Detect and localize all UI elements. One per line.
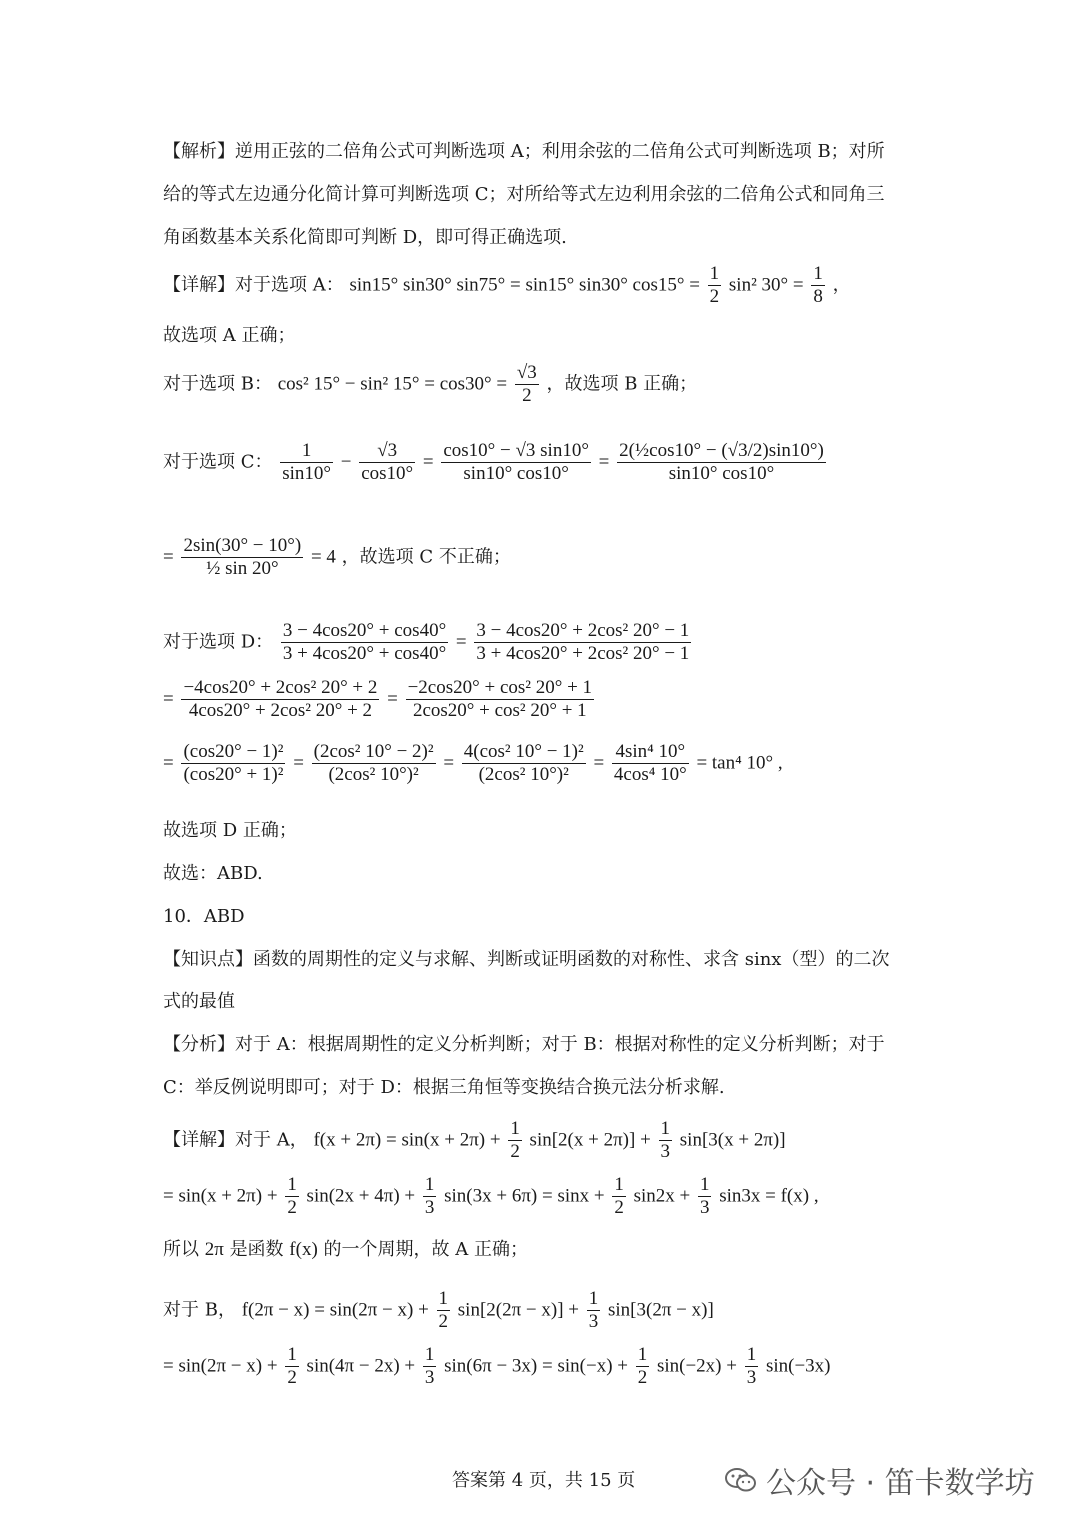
text: 对于选项 C：	[163, 451, 273, 473]
frac-num: 1	[287, 1344, 297, 1365]
text: 所以	[163, 1239, 199, 1260]
math: =	[163, 546, 174, 568]
frac-den: sin10°	[282, 462, 332, 484]
math: sin(6π − 3x) = sin(−x) +	[444, 1355, 628, 1377]
fraction	[423, 1174, 437, 1219]
frac-num: 3 − 4cos20° + cos40°	[282, 620, 447, 641]
math: = tan⁴ 10° ,	[696, 752, 783, 774]
frac-den: 3	[424, 1196, 435, 1218]
frac-den: (cos20° + 1)²	[183, 763, 284, 785]
math: =	[163, 688, 174, 710]
text: 【详解】对于选项 A：	[163, 274, 344, 296]
math: sin3x = f(x) ,	[719, 1185, 819, 1207]
math: sin[2(2π − x)] +	[457, 1299, 580, 1321]
fraction	[181, 677, 379, 722]
math: =	[422, 451, 434, 473]
final-answer: 故选：ABD.	[163, 863, 263, 884]
text: 的一个周期，故 A 正确；	[323, 1239, 528, 1260]
fraction	[698, 1174, 712, 1219]
fraction	[462, 741, 586, 786]
math: =	[593, 752, 605, 774]
frac-den: 3	[424, 1366, 435, 1388]
frac-den: 3	[746, 1366, 757, 1388]
math: sin2x +	[633, 1185, 691, 1207]
frac-num: 1	[280, 440, 333, 463]
fraction	[359, 440, 415, 485]
frac-num: 1	[660, 1118, 671, 1139]
frac-num: cos10° − √3 sin10°	[443, 440, 589, 461]
knowledge-point-line-1: 【知识点】函数的周期性的定义与求解、判断或证明函数的对称性、求含 sinx（型）的二次	[163, 949, 890, 970]
fraction	[280, 440, 333, 485]
frac-den: sin10° cos10°	[668, 462, 775, 484]
frac-den: 2	[522, 384, 532, 406]
fraction	[617, 440, 826, 485]
frac-den: 2	[287, 1366, 297, 1388]
frac-num: 1	[588, 1288, 599, 1309]
math: sin(3x + 6π) = sinx +	[444, 1185, 605, 1207]
math: =	[598, 451, 610, 473]
fraction	[285, 1344, 299, 1389]
frac-den: 2cos20° + cos² 20° + 1	[412, 699, 587, 721]
frac-num: 1	[287, 1174, 297, 1195]
fraction	[508, 1118, 522, 1163]
math: f(x)	[289, 1239, 318, 1260]
fraction	[474, 620, 691, 665]
detail-option-c-cont	[163, 535, 511, 580]
math: sin² 30° =	[728, 274, 804, 296]
fraction	[285, 1174, 299, 1219]
text: 是函数	[229, 1239, 284, 1260]
detail-10-b-cont	[163, 1344, 830, 1389]
math: f(2π − x) = sin(2π − x) +	[241, 1299, 429, 1321]
frac-den: 2	[438, 1310, 449, 1332]
math: sin(−3x)	[765, 1355, 831, 1377]
frac-num: 1	[424, 1174, 435, 1195]
detail-10-a-cont	[163, 1174, 819, 1219]
analysis-line-1: 【解析】逆用正弦的二倍角公式可判断选项 A；利用余弦的二倍角公式可判断选项 B；对所	[163, 141, 885, 162]
detail-option-a	[163, 263, 851, 308]
frac-den: 3 + 4cos20° + cos40°	[282, 642, 447, 664]
fraction	[612, 741, 689, 786]
text: ，故选项 B 正确；	[546, 373, 698, 395]
fraction	[636, 1344, 650, 1389]
detail-10-a	[163, 1118, 786, 1163]
math: −	[340, 451, 352, 473]
frac-den: 2	[614, 1196, 624, 1218]
frac-num: √3	[359, 440, 415, 463]
fraction	[659, 1118, 673, 1163]
frac-num: 2(½cos10° − (√3/2)sin10°)	[619, 440, 824, 461]
frac-den: 3 + 4cos20° + 2cos² 20° − 1	[476, 642, 690, 664]
frac-num: (2cos² 10° − 2)²	[313, 741, 434, 762]
question-10-answer: 10．ABD	[163, 906, 245, 927]
frac-den: 2	[709, 285, 720, 307]
detail-option-d-cont-2	[163, 741, 783, 786]
analysis-line-3: 角函数基本关系化简即可判断 D，即可得正确选项.	[163, 227, 567, 248]
text: 【详解】对于 A，	[163, 1129, 308, 1151]
frac-den: cos10°	[361, 462, 414, 484]
frac-num: (cos20° − 1)²	[183, 741, 284, 762]
math: = sin(x + 2π) +	[163, 1185, 278, 1207]
frac-den: 4cos20° + 2cos² 20° + 2	[188, 699, 373, 721]
detail-option-b	[163, 362, 697, 407]
math: =	[387, 688, 398, 710]
analysis-10-line-1: 【分析】对于 A：根据周期性的定义分析判断；对于 B：根据对称性的定义分析判断；对于	[163, 1034, 885, 1055]
frac-num: 1	[709, 263, 720, 284]
fraction	[281, 620, 448, 665]
math: sin15° sin30° sin75° = sin15° sin30° cos15° =	[349, 274, 700, 296]
text: ，故选项 C 不正确；	[341, 546, 511, 568]
fraction	[612, 1174, 626, 1219]
option-d-conclusion: 故选项 D 正确；	[163, 820, 297, 841]
frac-num: 1	[438, 1288, 449, 1309]
frac-den: 2	[637, 1366, 648, 1388]
frac-den: 3	[588, 1310, 599, 1332]
frac-num: 2sin(30° − 10°)	[183, 535, 302, 556]
frac-num: −2cos20° + cos² 20° + 1	[407, 677, 593, 698]
frac-den: (2cos² 10°)²	[478, 763, 569, 785]
frac-den: 3	[660, 1140, 671, 1162]
frac-num: −4cos20° + 2cos² 20° + 2	[183, 677, 378, 698]
math: sin(2x + 4π) +	[306, 1185, 416, 1207]
math: =	[443, 752, 455, 774]
frac-den: sin10° cos10°	[463, 462, 569, 484]
frac-den: 2	[510, 1140, 520, 1162]
detail-option-d	[163, 620, 693, 665]
detail-option-d-cont-1	[163, 677, 596, 722]
frac-num: 1	[746, 1344, 757, 1365]
frac-num: 3 − 4cos20° + 2cos² 20° − 1	[476, 620, 690, 641]
frac-num: 1	[813, 263, 823, 284]
frac-num: 1	[614, 1174, 624, 1195]
page-footer: 答案第 4 页，共 15 页	[452, 1470, 636, 1491]
math: cos² 15° − sin² 15° = cos30° =	[277, 373, 508, 395]
frac-num: 4sin⁴ 10°	[612, 741, 689, 764]
option-a-conclusion: 故选项 A 正确；	[163, 325, 296, 346]
frac-den: 8	[813, 285, 823, 307]
period-conclusion	[163, 1240, 528, 1259]
analysis-10-line-2: C：举反例说明即可；对于 D：根据三角恒等变换结合换元法分析求解.	[163, 1077, 725, 1098]
frac-den: ½ sin 20°	[206, 557, 279, 579]
fraction	[587, 1288, 601, 1333]
frac-den: 3	[699, 1196, 710, 1218]
fraction	[406, 677, 594, 722]
fraction	[312, 741, 436, 786]
math: sin[3(x + 2π)]	[679, 1129, 786, 1151]
frac-num: 1	[424, 1344, 435, 1365]
math: 2π	[204, 1239, 224, 1260]
frac-num: 1	[699, 1174, 710, 1195]
math: sin[3(2π − x)]	[608, 1299, 714, 1321]
math: = sin(2π − x) +	[163, 1355, 278, 1377]
math: sin[2(x + 2π)] +	[529, 1129, 651, 1151]
math: =	[163, 752, 174, 774]
text: 对于 B，	[163, 1299, 236, 1321]
frac-den: 4cos⁴ 10°	[613, 763, 687, 785]
detail-option-c	[163, 440, 828, 485]
frac-num: 4(cos² 10° − 1)²	[463, 741, 584, 762]
fraction	[515, 362, 539, 407]
frac-den: (2cos² 10°)²	[328, 763, 419, 785]
analysis-line-2: 给的等式左边通分化简计算可判断选项 C；对所给等式左边利用余弦的二倍角公式和同角三	[163, 184, 885, 205]
math: = 4	[310, 546, 336, 568]
frac-num: 1	[510, 1118, 520, 1139]
math: =	[455, 631, 467, 653]
fraction	[441, 440, 591, 485]
watermark	[724, 1458, 1035, 1502]
text: 对于选项 B：	[163, 373, 272, 395]
frac-den: 2	[287, 1196, 297, 1218]
wechat-icon	[724, 1466, 758, 1494]
fraction	[437, 1288, 451, 1333]
math: =	[293, 752, 304, 774]
fraction	[181, 535, 303, 580]
fraction	[708, 263, 722, 308]
math: sin(4π − 2x) +	[306, 1355, 416, 1377]
fraction	[181, 741, 285, 786]
fraction	[811, 263, 825, 308]
frac-num: √3	[516, 362, 537, 383]
fraction	[423, 1344, 437, 1389]
text: 对于选项 D：	[163, 631, 274, 653]
fraction	[745, 1344, 759, 1389]
text: ，	[832, 274, 851, 296]
watermark-text: 公众号 · 笛卡数学坊	[766, 1466, 1035, 1501]
detail-10-b	[163, 1288, 714, 1333]
math: sin(−2x) +	[656, 1355, 737, 1377]
math: f(x + 2π) = sin(x + 2π) +	[313, 1129, 501, 1151]
knowledge-point-line-2: 式的最值	[163, 991, 235, 1012]
frac-num: 1	[637, 1344, 648, 1365]
